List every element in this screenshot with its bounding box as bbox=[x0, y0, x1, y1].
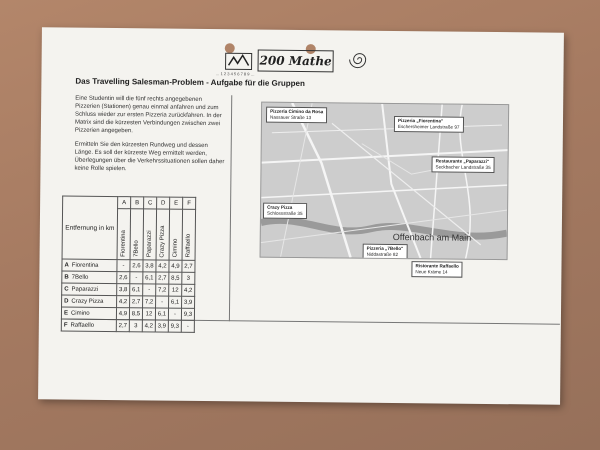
map-label-raffaello bbox=[411, 261, 463, 278]
col-letter: E bbox=[170, 197, 183, 209]
map-city-name: Offenbach am Main bbox=[392, 231, 472, 243]
distance-cell: 3,8 bbox=[117, 284, 130, 296]
header-logo bbox=[215, 49, 373, 77]
distance-cell: - bbox=[130, 272, 143, 284]
row-letter: A bbox=[64, 262, 69, 269]
distance-cell: 4,9 bbox=[116, 308, 129, 320]
map-label-address: Neue Kräme 14 bbox=[415, 269, 448, 275]
row-letter: D bbox=[64, 298, 69, 305]
col-name-text: Cimino bbox=[172, 238, 179, 258]
row-name: Fiorentina bbox=[71, 262, 99, 269]
task-description bbox=[74, 95, 227, 181]
map-label-cimino bbox=[266, 107, 327, 124]
map-label-address: Seckbacher Landstraße 35 bbox=[435, 164, 491, 170]
row-header bbox=[62, 259, 117, 272]
distance-cell: 6,1 bbox=[169, 296, 182, 308]
map-label-name: Crazy Pizza bbox=[267, 204, 293, 210]
col-name-text: Crazy Pizza bbox=[159, 225, 166, 258]
logo-number-line: … 1 2 3 4 5 6 7 8 9 … bbox=[215, 71, 255, 77]
map-label-name: Pizzeria „Fiorentina" bbox=[397, 118, 444, 124]
col-letter: B bbox=[131, 197, 144, 209]
map-label-name: Ristorante Raffaello bbox=[415, 263, 459, 269]
col-letter: A bbox=[118, 197, 131, 209]
col-name bbox=[182, 209, 196, 260]
map-label-fiorentina bbox=[394, 116, 464, 133]
distance-cell: 8,5 bbox=[169, 272, 182, 284]
col-name-text: 7Bello bbox=[133, 240, 140, 258]
distance-cell: 9,3 bbox=[168, 320, 181, 332]
table-row bbox=[61, 319, 194, 332]
distance-cell: - bbox=[156, 296, 169, 308]
distance-cell: 4,2 bbox=[156, 260, 169, 272]
col-letter: D bbox=[157, 197, 170, 209]
col-name-text: Raffaello bbox=[185, 234, 192, 258]
distance-cell: 6,1 bbox=[143, 272, 156, 284]
distance-cell: 3 bbox=[129, 320, 142, 332]
col-name-text: Fiorentina bbox=[120, 230, 127, 258]
distance-cell: 2,6 bbox=[130, 260, 143, 272]
distance-cell: 12 bbox=[142, 308, 155, 320]
distance-cell: 4,2 bbox=[117, 296, 130, 308]
row-header bbox=[62, 271, 117, 284]
distance-cell: 7,2 bbox=[143, 296, 156, 308]
row-letter: E bbox=[63, 310, 69, 317]
distance-cell: 2,7 bbox=[116, 320, 129, 332]
page-title: Das Travelling Salesman-Problem - Aufgabe für die Gruppen bbox=[75, 76, 305, 89]
distance-cell: 8,5 bbox=[129, 308, 142, 320]
distance-cell: 3,8 bbox=[143, 260, 156, 272]
distance-cell: - bbox=[168, 308, 181, 320]
map-label-name: Pizzeria „7Bello" bbox=[366, 245, 404, 252]
distance-cell: 12 bbox=[169, 284, 182, 296]
row-name: Crazy Pizza bbox=[71, 298, 104, 305]
distance-cell: 2,6 bbox=[117, 272, 130, 284]
row-header bbox=[62, 283, 117, 296]
distance-cell: 3 bbox=[182, 272, 195, 284]
map-label-address: Eschersheimer Landstraße 97 bbox=[397, 124, 460, 130]
city-map bbox=[260, 102, 510, 261]
row-header bbox=[61, 307, 116, 320]
map-label-address: Schlossstraße 35 bbox=[267, 210, 303, 217]
map-label-paparazzi bbox=[431, 156, 494, 173]
distance-cell: 2,7 bbox=[182, 260, 195, 272]
col-name bbox=[130, 209, 144, 260]
col-letter: C bbox=[144, 197, 157, 209]
task-paragraph-2: Ermitteln Sie den kürzesten Rundweg und dessen Länge. Es soll der kürzeste Weg ermittelt werden, Überlegungen über die Verkehrssituationen sollen daher keine Rolle spielen. bbox=[74, 141, 225, 173]
col-name bbox=[117, 209, 131, 260]
distance-cell: 3,9 bbox=[155, 320, 168, 332]
distance-cell: 2,7 bbox=[156, 272, 169, 284]
row-letter: F bbox=[63, 322, 68, 329]
distance-cell: 4,9 bbox=[169, 260, 182, 272]
map-label-crazy-pizza bbox=[263, 203, 307, 219]
matrix-corner-label: Entfernung in km bbox=[62, 196, 118, 260]
map-label-7bello bbox=[363, 244, 408, 260]
worksheet-paper bbox=[38, 27, 564, 404]
row-letter: B bbox=[64, 274, 69, 281]
map-label-name: Pizzeria Cimino da Rosa bbox=[270, 108, 324, 115]
col-name bbox=[156, 209, 170, 260]
distance-cell: 6,1 bbox=[155, 308, 168, 320]
col-letter: F bbox=[183, 197, 196, 209]
col-name bbox=[143, 209, 157, 260]
distance-cell: - bbox=[181, 320, 194, 332]
distance-cell: 4,2 bbox=[142, 320, 155, 332]
row-name: Raffaello bbox=[70, 322, 95, 329]
distance-cell: - bbox=[143, 284, 156, 296]
row-header bbox=[61, 319, 116, 332]
row-name: Paparazzi bbox=[71, 286, 99, 293]
map-label-name: Restaurante „Paparazzi" bbox=[435, 158, 490, 164]
row-name: Cimino bbox=[70, 310, 90, 317]
map-label-address: Niddastraße 82 bbox=[366, 251, 399, 258]
row-header bbox=[62, 295, 117, 308]
col-name bbox=[169, 209, 183, 260]
task-paragraph-1: Eine Studentin will die fünf rechts angegebenen Pizzerien (Stationen) genau einmal anfahren und zum Schluss wieder zur ersten Pizzeria zurückfahren. In der Matrix sind die kürzesten Verbindungen zwischen zwei Pizzerien angegeben. bbox=[74, 95, 222, 135]
distance-cell: 4,2 bbox=[182, 284, 195, 296]
distance-cell: 9,3 bbox=[181, 308, 194, 320]
distance-cell: 2,7 bbox=[130, 296, 143, 308]
distance-cell: 6,1 bbox=[130, 284, 143, 296]
row-letter: C bbox=[64, 286, 69, 293]
col-name-text: Paparazzi bbox=[146, 230, 153, 258]
spiral-icon bbox=[346, 48, 374, 70]
divider-vertical bbox=[229, 95, 232, 321]
distance-cell: 3,9 bbox=[182, 296, 195, 308]
logo-main-text: 200 Mathe bbox=[258, 50, 334, 73]
distance-matrix bbox=[61, 195, 196, 332]
distance-cell: 7,2 bbox=[156, 284, 169, 296]
row-name: 7Bello bbox=[71, 274, 89, 281]
distance-cell: - bbox=[117, 260, 130, 272]
map-label-address: Nassauer Straße 13 bbox=[270, 114, 312, 121]
